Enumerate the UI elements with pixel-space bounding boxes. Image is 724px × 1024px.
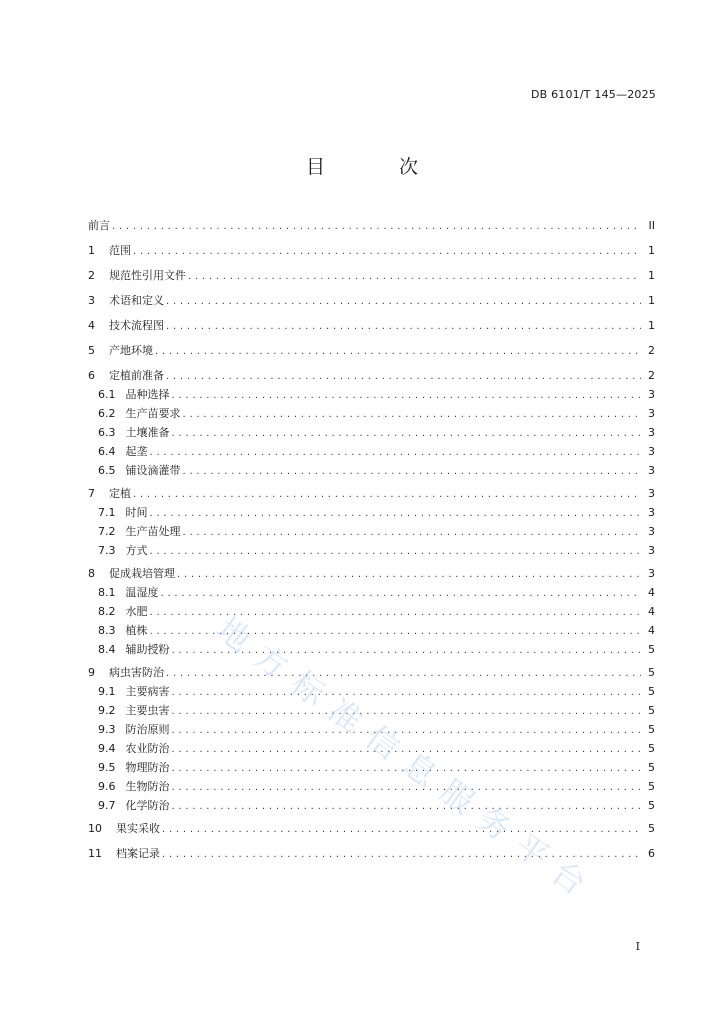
toc-entry-label	[88, 369, 166, 383]
toc-entry-page: 3	[648, 487, 655, 500]
toc-entry-label	[88, 544, 150, 558]
toc-entry-number: 6.5	[98, 464, 116, 477]
toc-leader-dots	[150, 625, 642, 639]
toc-entry-label	[88, 487, 133, 501]
toc-entry-label	[88, 742, 172, 756]
toc-entry[interactable]	[88, 799, 655, 814]
toc-entry-page: 5	[648, 799, 655, 812]
toc-entry-text: 化学防治	[125, 799, 170, 812]
toc-entry-number: 9.5	[98, 761, 116, 774]
toc-entry[interactable]	[88, 426, 655, 441]
toc-leader-dots	[183, 465, 642, 479]
toc-entry-number: 6.4	[98, 445, 116, 458]
toc-entry[interactable]	[88, 643, 655, 658]
toc-entry-text: 物理防治	[125, 761, 170, 774]
toc-entry-text: 植株	[125, 624, 148, 637]
toc-entry-text: 起垄	[125, 445, 148, 458]
toc-entry-number: 2	[88, 269, 95, 282]
document-code: DB 6101/T 145—2025	[530, 88, 656, 101]
toc-leader-dots	[155, 345, 641, 359]
toc-entry-label	[88, 244, 133, 258]
toc-entry-label	[88, 319, 166, 333]
toc-entry-number: 5	[88, 344, 95, 357]
toc-entry-text: 品种选择	[125, 388, 170, 401]
toc-entry[interactable]	[88, 780, 655, 795]
toc-entry-number: 8	[88, 567, 95, 580]
toc-entry-label	[88, 822, 162, 836]
toc-entry-page: 4	[648, 624, 655, 637]
toc-entry-text: 辅助授粉	[125, 643, 170, 656]
toc-entry-label	[88, 294, 166, 308]
toc-entry-label	[88, 219, 112, 233]
toc-entry-text: 促成栽培管理	[109, 567, 175, 580]
toc-entry-label	[88, 704, 172, 718]
toc-entry-label	[88, 464, 183, 478]
toc-entry-number: 3	[88, 294, 95, 307]
toc-leader-dots	[150, 446, 642, 460]
toc-entry-page: 5	[648, 742, 655, 755]
toc-leader-dots	[177, 568, 641, 582]
toc-entry[interactable]	[88, 605, 655, 620]
toc-entry-text: 温湿度	[125, 586, 159, 599]
toc-leader-dots	[172, 705, 642, 719]
toc-entry-text: 范围	[109, 244, 131, 257]
toc-entry-page: 3	[648, 567, 655, 580]
toc-entry-text: 土壤准备	[125, 426, 170, 439]
toc-entry-page: 3	[648, 445, 655, 458]
toc-entry-text: 主要虫害	[125, 704, 170, 717]
toc-entry[interactable]	[88, 464, 655, 479]
toc-entry[interactable]	[88, 369, 655, 384]
toc-entry-number: 10	[88, 822, 102, 835]
table-of-contents	[88, 219, 655, 862]
toc-entry-page: 1	[648, 269, 655, 282]
toc-entry-label	[88, 269, 188, 283]
toc-entry-page: 5	[648, 685, 655, 698]
toc-entry-text: 病虫害防治	[109, 666, 164, 679]
toc-entry-page: 3	[648, 544, 655, 557]
toc-entry-number: 6.1	[98, 388, 116, 401]
toc-entry-page: 5	[648, 643, 655, 656]
toc-entry[interactable]	[88, 244, 655, 259]
toc-leader-dots	[166, 295, 641, 309]
toc-entry-number: 1	[88, 244, 95, 257]
toc-entry-page: 4	[648, 586, 655, 599]
toc-entry[interactable]	[88, 761, 655, 776]
page-number: I	[635, 940, 640, 953]
toc-entry[interactable]	[88, 586, 655, 601]
toc-leader-dots	[161, 587, 642, 601]
toc-entry-number: 9.1	[98, 685, 116, 698]
toc-leader-dots	[172, 644, 642, 658]
toc-entry-number: 11	[88, 847, 102, 860]
toc-entry[interactable]	[88, 487, 655, 502]
toc-entry-label	[88, 525, 183, 539]
toc-entry-page: 1	[648, 294, 655, 307]
toc-entry-label	[88, 445, 150, 459]
toc-entry-label	[88, 761, 172, 775]
toc-entry-text: 前言	[88, 219, 110, 232]
toc-entry-text: 档案记录	[116, 847, 160, 860]
toc-entry-number: 8.3	[98, 624, 116, 637]
toc-entry-label	[88, 685, 172, 699]
toc-entry-text: 水肥	[125, 605, 148, 618]
toc-entry-page: 3	[648, 525, 655, 538]
toc-entry[interactable]	[88, 666, 655, 681]
toc-entry-label	[88, 799, 172, 813]
toc-entry-number: 6	[88, 369, 95, 382]
toc-entry[interactable]	[88, 822, 655, 837]
toc-entry-number: 8.2	[98, 605, 116, 618]
toc-entry-number: 8.1	[98, 586, 116, 599]
toc-entry-text: 技术流程图	[109, 319, 164, 332]
toc-entry-number: 9.6	[98, 780, 116, 793]
toc-leader-dots	[172, 762, 642, 776]
toc-entry-number: 6.3	[98, 426, 116, 439]
toc-entry-text: 主要病害	[125, 685, 170, 698]
toc-entry-page: 4	[648, 605, 655, 618]
toc-entry-text: 生产苗处理	[125, 525, 181, 538]
toc-entry-number: 9	[88, 666, 95, 679]
toc-entry-label	[88, 605, 150, 619]
toc-entry-page: 3	[648, 506, 655, 519]
toc-entry[interactable]	[88, 388, 655, 403]
toc-leader-dots	[183, 408, 642, 422]
toc-leader-dots	[172, 800, 642, 814]
toc-entry-number: 9.4	[98, 742, 116, 755]
toc-entry-text: 生产苗要求	[125, 407, 181, 420]
toc-entry[interactable]	[88, 567, 655, 582]
toc-leader-dots	[172, 781, 642, 795]
toc-entry-label	[88, 847, 162, 861]
toc-leader-dots	[172, 427, 642, 441]
toc-entry[interactable]	[88, 407, 655, 422]
toc-entry[interactable]	[88, 445, 655, 460]
toc-leader-dots	[133, 488, 641, 502]
toc-entry[interactable]	[88, 269, 655, 284]
toc-leader-dots	[172, 724, 642, 738]
toc-leader-dots	[166, 320, 641, 334]
toc-entry-text: 方式	[125, 544, 148, 557]
toc-entry[interactable]	[88, 344, 655, 359]
toc-entry-page: 1	[648, 244, 655, 257]
toc-entry[interactable]	[88, 847, 655, 862]
toc-entry-number: 6.2	[98, 407, 116, 420]
toc-entry-page: 3	[648, 407, 655, 420]
toc-entry-number: 8.4	[98, 643, 116, 656]
toc-entry-label	[88, 780, 172, 794]
toc-entry-number: 4	[88, 319, 95, 332]
toc-entry[interactable]	[88, 685, 655, 700]
toc-entry-label	[88, 666, 166, 680]
toc-entry-number: 9.7	[98, 799, 116, 812]
toc-entry-text: 时间	[125, 506, 148, 519]
toc-entry-label	[88, 586, 161, 600]
watermark: 地方标准信息服务平台	[209, 609, 605, 911]
toc-leader-dots	[172, 686, 642, 700]
toc-entry[interactable]	[88, 294, 655, 309]
toc-entry-page: II	[648, 219, 655, 232]
toc-leader-dots	[162, 848, 641, 862]
toc-entry-text: 农业防治	[125, 742, 170, 755]
toc-entry-label	[88, 567, 177, 581]
toc-entry-text: 生物防治	[125, 780, 170, 793]
toc-leader-dots	[166, 667, 641, 681]
toc-entry-text: 规范性引用文件	[109, 269, 186, 282]
toc-entry-label	[88, 426, 172, 440]
toc-leader-dots	[166, 370, 641, 384]
toc-entry-page: 5	[648, 780, 655, 793]
toc-entry-text: 产地环境	[109, 344, 153, 357]
toc-entry[interactable]	[88, 624, 655, 639]
toc-entry[interactable]	[88, 219, 655, 234]
toc-leader-dots	[150, 507, 642, 521]
toc-entry[interactable]	[88, 742, 655, 757]
toc-entry-text: 定植前准备	[109, 369, 164, 382]
toc-entry-label	[88, 723, 172, 737]
toc-entry-page: 5	[648, 704, 655, 717]
toc-entry-label	[88, 407, 183, 421]
toc-leader-dots	[133, 245, 641, 259]
toc-entry-page: 3	[648, 388, 655, 401]
toc-leader-dots	[150, 606, 642, 620]
toc-entry-number: 7	[88, 487, 95, 500]
toc-entry[interactable]	[88, 319, 655, 334]
toc-entry-page: 1	[648, 319, 655, 332]
toc-entry[interactable]	[88, 723, 655, 738]
toc-entry[interactable]	[88, 525, 655, 540]
toc-leader-dots	[183, 526, 642, 540]
toc-entry[interactable]	[88, 704, 655, 719]
toc-entry-page: 2	[648, 344, 655, 357]
toc-entry-number: 7.2	[98, 525, 116, 538]
toc-entry-page: 3	[648, 426, 655, 439]
toc-entry-page: 6	[648, 847, 655, 860]
toc-entry-label	[88, 643, 172, 657]
toc-entry[interactable]	[88, 544, 655, 559]
toc-entry-label	[88, 624, 150, 638]
toc-entry-text: 术语和定义	[109, 294, 164, 307]
page-title: 目 次	[305, 156, 453, 178]
toc-entry-page: 5	[648, 822, 655, 835]
toc-entry[interactable]	[88, 506, 655, 521]
toc-entry-text: 铺设滴灌带	[125, 464, 181, 477]
toc-entry-number: 7.3	[98, 544, 116, 557]
toc-entry-page: 5	[648, 723, 655, 736]
toc-entry-number: 7.1	[98, 506, 116, 519]
toc-entry-label	[88, 388, 172, 402]
toc-entry-page: 5	[648, 761, 655, 774]
toc-leader-dots	[172, 743, 642, 757]
toc-entry-number: 9.2	[98, 704, 116, 717]
toc-entry-label	[88, 344, 155, 358]
toc-leader-dots	[162, 823, 641, 837]
toc-entry-page: 5	[648, 666, 655, 679]
toc-leader-dots	[150, 545, 642, 559]
toc-entry-label	[88, 506, 150, 520]
toc-entry-text: 果实采收	[116, 822, 160, 835]
toc-entry-text: 防治原则	[125, 723, 170, 736]
toc-entry-text: 定植	[109, 487, 131, 500]
toc-entry-number: 9.3	[98, 723, 116, 736]
toc-entry-page: 2	[648, 369, 655, 382]
toc-leader-dots	[188, 270, 641, 284]
toc-entry-page: 3	[648, 464, 655, 477]
toc-leader-dots	[172, 389, 642, 403]
toc-leader-dots	[112, 220, 641, 234]
